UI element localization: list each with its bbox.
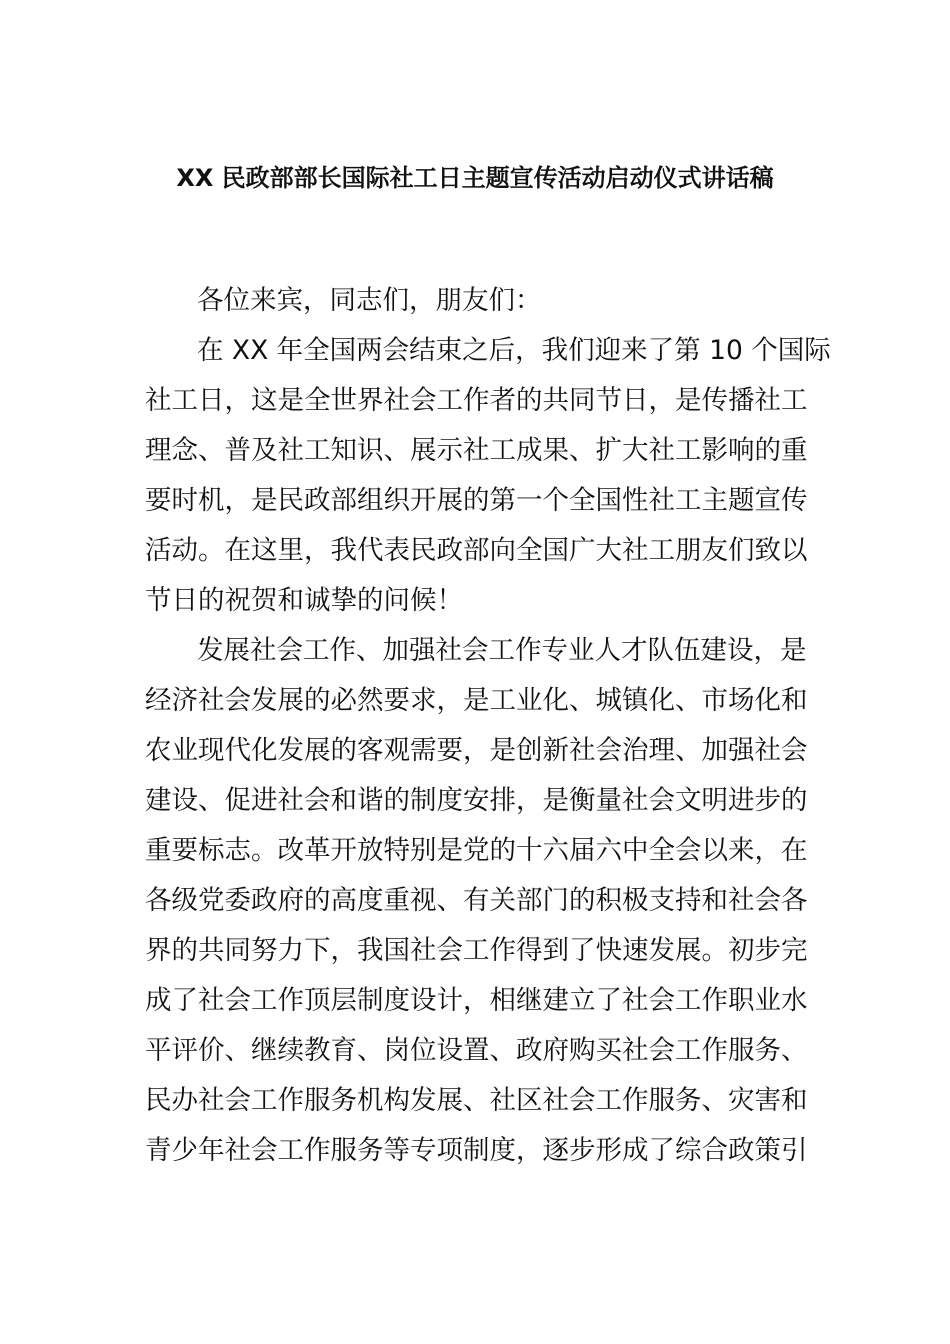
text-line: 界的共同努力下，我国社会工作得到了快速发展。初步完	[145, 935, 808, 966]
text-line: 在 XX 年全国两会结束之后，我们迎来了第 10 个国际	[197, 335, 831, 366]
text-line: 发展社会工作、加强社会工作专业人才队伍建设，是	[197, 635, 807, 666]
text-line: 各位来宾，同志们，朋友们：	[197, 285, 542, 316]
text-line: 社工日，这是全世界社会工作者的共同节日，是传播社工	[145, 385, 808, 416]
text-line: 节日的祝贺和诚挚的问候！	[145, 585, 463, 616]
text-line: 活动。在这里，我代表民政部向全国广大社工朋友们致以	[145, 535, 808, 566]
text-line: 重要标志。改革开放特别是党的十六届六中全会以来，在	[145, 835, 808, 866]
text-line: 平评价、继续教育、岗位设置、政府购买社会工作服务、	[145, 1035, 808, 1066]
text-line: 各级党委政府的高度重视、有关部门的积极支持和社会各	[145, 885, 808, 916]
text-line: 要时机，是民政部组织开展的第一个全国性社工主题宣传	[145, 485, 808, 516]
document-title: XX 民政部部长国际社工日主题宣传活动启动仪式讲话稿	[176, 164, 774, 192]
text-line: 成了社会工作顶层制度设计，相继建立了社会工作职业水	[145, 985, 808, 1016]
text-line: 民办社会工作服务机构发展、社区社会工作服务、灾害和	[145, 1085, 808, 1116]
text-line: 农业现代化发展的客观需要，是创新社会治理、加强社会	[145, 735, 808, 766]
text-line: 青少年社会工作服务等专项制度，逐步形成了综合政策引	[145, 1135, 808, 1166]
document-body	[145, 276, 831, 1176]
text-line: 经济社会发展的必然要求，是工业化、城镇化、市场化和	[145, 685, 808, 716]
text-line: 建设、促进社会和谐的制度安排，是衡量社会文明进步的	[145, 785, 808, 816]
text-line: 理念、普及社工知识、展示社工成果、扩大社工影响的重	[145, 435, 808, 466]
